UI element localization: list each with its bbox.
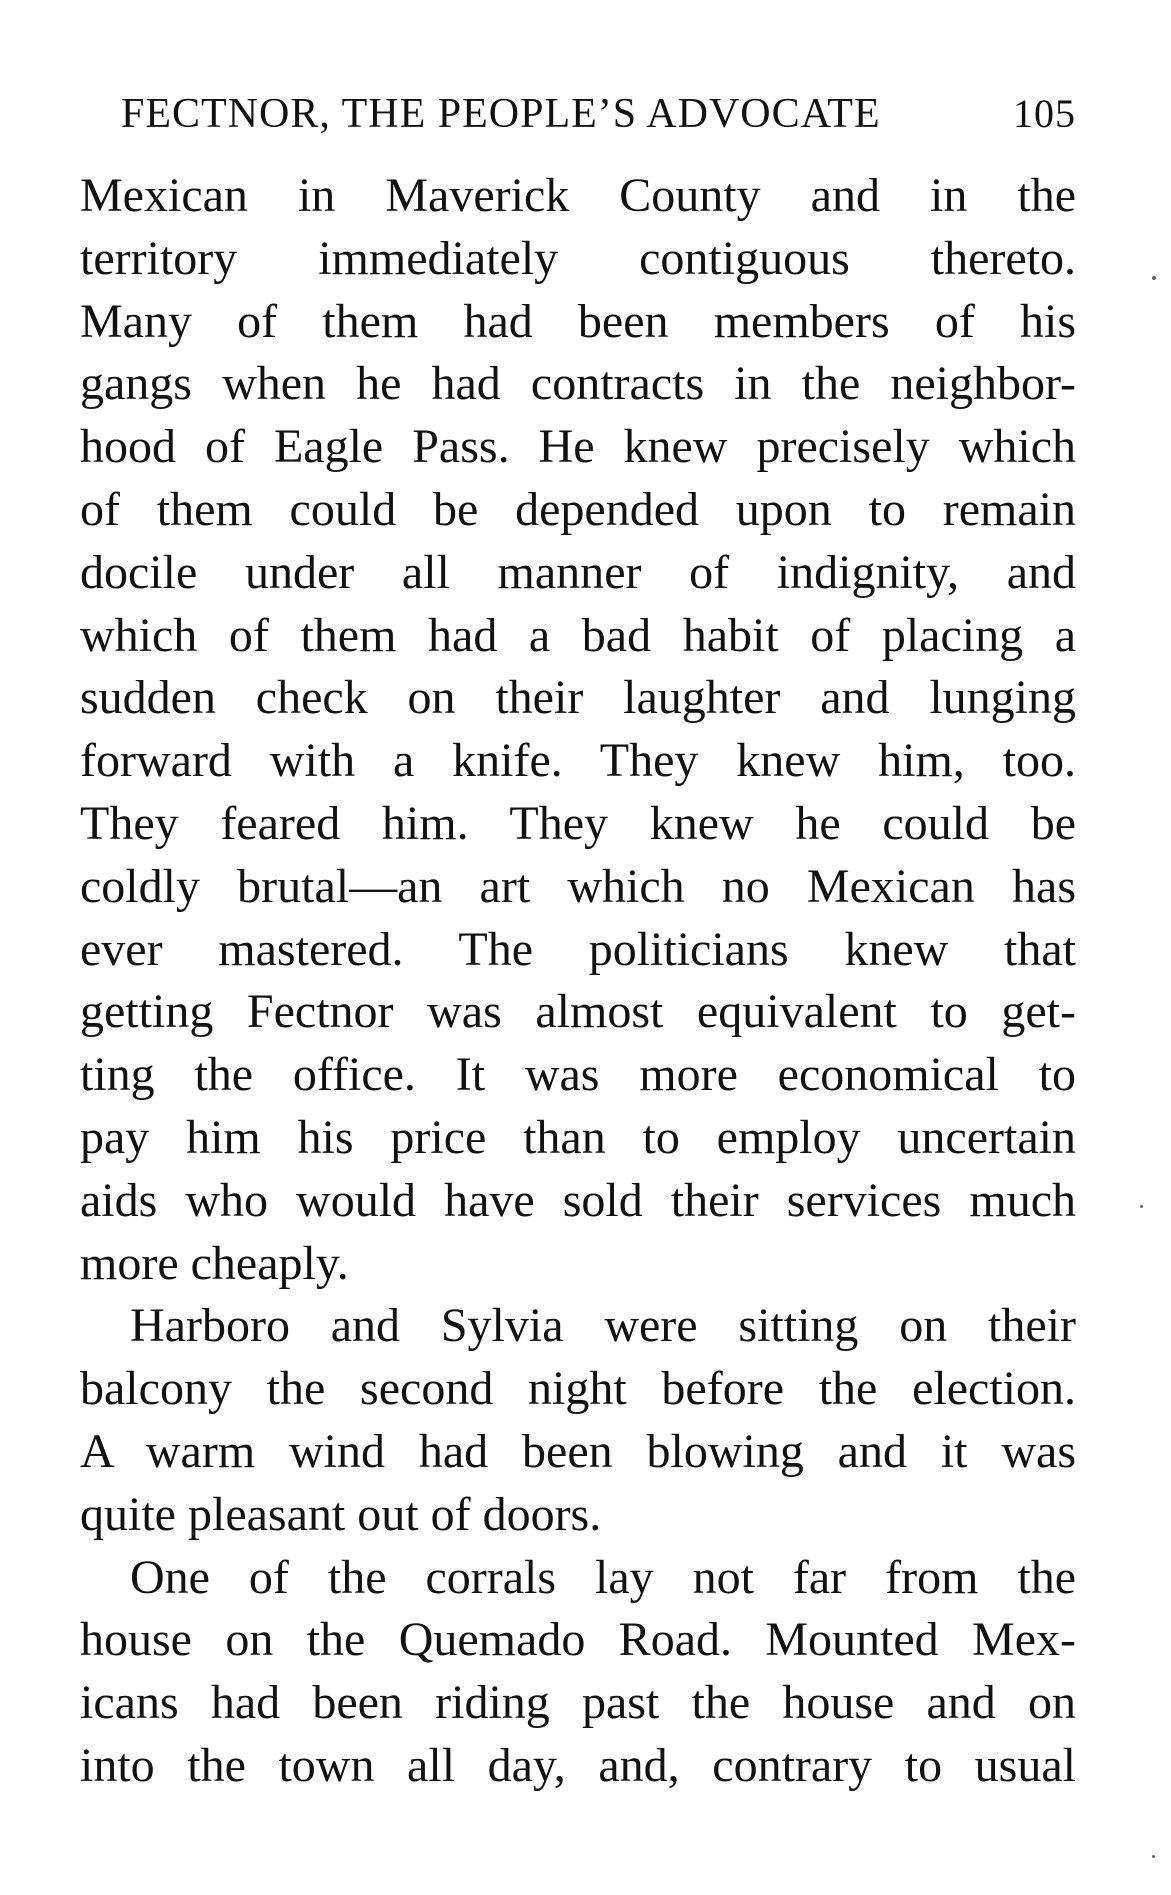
text-line: aids who would have sold their services much [80, 1173, 1076, 1227]
paragraph-2 [80, 1295, 1076, 1546]
running-head [121, 84, 1076, 144]
text-line: They feared him. They knew he could be [80, 796, 1076, 850]
scan-speck [1152, 276, 1156, 280]
text-line: A warm wind had been blowing and it was [80, 1424, 1076, 1478]
text-line: house on the Quemado Road. Mounted Mex- [80, 1613, 1076, 1667]
text-line: into the town all day, and, contrary to usual [80, 1738, 1076, 1792]
text-line: balcony the second night before the election. [80, 1362, 1076, 1416]
text-line: ting the office. It was more economical to [80, 1048, 1076, 1102]
text-line: hood of Eagle Pass. He knew precisely which [80, 420, 1076, 474]
text-line: docile under all manner of indignity, and [80, 545, 1076, 599]
text-line: which of them had a bad habit of placing a [80, 608, 1076, 662]
text-line: sudden check on their laughter and lunging [80, 671, 1076, 725]
text-line: forward with a knife. They knew him, too. [80, 734, 1076, 788]
scan-speck [1152, 1855, 1155, 1858]
text-line: ever mastered. The politicians knew that [80, 922, 1076, 976]
text-line: gangs when he had contracts in the neighbor- [80, 357, 1076, 411]
text-line: One of the corrals lay not far from the [130, 1550, 1076, 1604]
text-line: icans had been riding past the house and on [80, 1676, 1076, 1730]
chapter-title: FECTNOR, THE PEOPLE’S ADVOCATE [121, 91, 881, 137]
body-text [80, 165, 1076, 1798]
paragraph-3 [80, 1547, 1076, 1798]
text-line: of them could be depended upon to remain [80, 482, 1076, 536]
text-line: Mexican in Maverick County and in the [80, 169, 1076, 222]
paragraph-1 [80, 165, 1076, 1295]
text-line: coldly brutal—an art which no Mexican has [80, 859, 1076, 913]
text-line: territory immediately contiguous thereto. [80, 231, 1076, 285]
text-line: Harboro and Sylvia were sitting on their [130, 1299, 1076, 1353]
text-line: getting Fectnor was almost equivalent to get- [80, 985, 1076, 1039]
text-line: more cheaply. [80, 1236, 349, 1290]
scan-speck [1140, 1205, 1143, 1208]
text-line: quite pleasant out of doors. [80, 1487, 602, 1541]
page-number: 105 [1013, 91, 1076, 136]
text-line: Many of them had been members of his [80, 294, 1076, 348]
text-line: pay him his price than to employ uncertain [80, 1110, 1076, 1164]
